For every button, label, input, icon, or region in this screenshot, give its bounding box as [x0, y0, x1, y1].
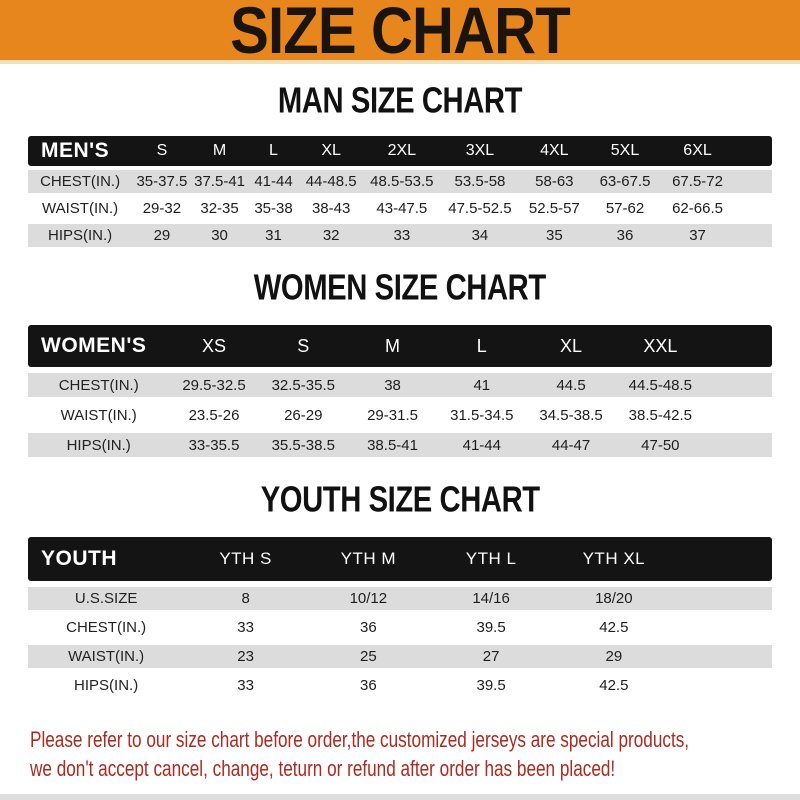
size-value-cell: 36	[616, 227, 634, 245]
womens-size-column-2: M	[348, 325, 437, 367]
mens-size-column-5: 3XL	[441, 136, 519, 166]
size-value-cell: 44-47	[551, 436, 591, 454]
mens-row-0	[28, 170, 772, 193]
mens-size-column-4: 2XL	[363, 136, 441, 166]
size-value-cell: 32.5-35.5	[271, 376, 335, 394]
size-value-cell: 18/20	[595, 590, 633, 608]
size-value-cell: 58-63	[535, 173, 574, 191]
youth-row-3	[28, 674, 772, 697]
row-label: WAIST(IN.)	[42, 200, 119, 218]
womens-size-column-5: XXL	[616, 325, 705, 367]
mens-size-column-7: 5XL	[590, 136, 661, 166]
youth-heading: YOUTH SIZE CHART	[260, 480, 540, 521]
size-value-cell: 34.5-38.5	[539, 406, 603, 424]
row-filler	[705, 373, 772, 397]
disclaimer-line-1: Please refer to our size chart before order,the customized jerseys are special products,	[30, 727, 690, 753]
size-value-cell: 42.5	[599, 619, 629, 637]
size-value-cell: 37.5-41	[194, 173, 245, 191]
mens-header-row	[28, 136, 772, 166]
size-charts	[0, 82, 800, 703]
size-value-cell: 47.5-52.5	[448, 200, 512, 218]
womens-size-column-3: L	[437, 325, 526, 367]
womens-size-column-0: XS	[169, 325, 258, 367]
bottom-strip	[0, 794, 800, 800]
size-value-cell: 63-67.5	[599, 173, 651, 191]
youth-header-row	[28, 537, 772, 581]
size-value-cell: 29-32	[142, 200, 182, 218]
size-value-cell: 36	[360, 677, 377, 695]
mens-size-column-0: S	[132, 136, 192, 166]
womens-header-row	[28, 325, 772, 367]
row-label: HIPS(IN.)	[47, 227, 113, 245]
size-value-cell: 35.5-38.5	[271, 436, 335, 454]
womens-size-column-1: S	[259, 325, 348, 367]
size-value-cell: 32-35	[200, 200, 239, 218]
size-value-cell: 43-47.5	[376, 200, 428, 218]
youth-size-column-2: YTH L	[430, 537, 553, 581]
mens-size-column-1: M	[192, 136, 248, 166]
size-value-cell: 23.5-26	[188, 406, 240, 424]
size-value-cell: 27	[482, 648, 500, 666]
mens-size-column-2: L	[247, 136, 299, 166]
mens-heading: MAN SIZE CHART	[277, 81, 523, 121]
size-value-cell: 38.5-41	[367, 436, 418, 454]
row-filler	[705, 403, 772, 427]
size-value-cell: 38-43	[311, 200, 351, 218]
row-filler	[735, 170, 772, 193]
size-value-cell: 47-50	[641, 436, 680, 454]
size-value-cell: 29	[605, 648, 623, 666]
size-value-cell: 42.5	[599, 677, 629, 695]
mens-row-2	[28, 224, 772, 247]
womens-row-2	[28, 433, 772, 457]
womens-size-table	[28, 319, 772, 463]
mens-row-1	[28, 197, 772, 220]
row-filler	[675, 645, 772, 668]
row-label: WAIST(IN.)	[68, 648, 145, 666]
size-value-cell: 67.5-72	[672, 173, 723, 191]
row-filler	[675, 674, 772, 697]
size-value-cell: 10/12	[349, 590, 388, 608]
size-value-cell: 30	[211, 227, 228, 245]
size-value-cell: 35	[545, 227, 563, 245]
mens-size-table	[28, 132, 772, 251]
youth-size-column-1: YTH M	[307, 537, 430, 581]
size-value-cell: 62-66.5	[672, 200, 723, 218]
row-label: CHEST(IN.)	[58, 376, 139, 394]
womens-heading: WOMEN SIZE CHART	[253, 268, 546, 309]
size-value-cell: 31.5-34.5	[450, 406, 514, 424]
mens-size-column-8: 6XL	[660, 136, 734, 166]
size-value-cell: 26-29	[284, 406, 323, 424]
size-value-cell: 29.5-32.5	[182, 376, 246, 394]
row-filler	[735, 197, 772, 220]
row-filler	[675, 616, 772, 639]
mens-header-filler	[735, 136, 772, 166]
youth-row-0	[28, 587, 772, 610]
mens-size-column-3: XL	[300, 136, 363, 166]
size-value-cell: 35-37.5	[136, 173, 188, 191]
size-value-cell: 44.5-48.5	[628, 376, 693, 394]
size-value-cell: 33	[393, 227, 411, 245]
mens-size-column-6: 4XL	[519, 136, 590, 166]
size-value-cell: 39.5	[476, 619, 506, 637]
row-label: WAIST(IN.)	[60, 406, 137, 424]
size-value-cell: 38	[384, 376, 401, 394]
size-value-cell: 33	[237, 677, 254, 695]
size-value-cell: 37	[689, 227, 706, 245]
womens-size-column-4: XL	[526, 325, 615, 367]
youth-header-filler	[675, 537, 772, 581]
womens-header-label: WOMEN'S	[28, 325, 169, 367]
size-value-cell: 41-44	[254, 173, 293, 191]
size-value-cell: 52.5-57	[528, 200, 580, 218]
youth-row-2	[28, 645, 772, 668]
youth-size-table	[28, 531, 772, 703]
banner-title: SIZE CHART	[230, 0, 570, 67]
row-filler	[705, 433, 772, 457]
size-value-cell: 33-35.5	[188, 436, 240, 454]
size-value-cell: 35-38	[254, 200, 293, 218]
disclaimer-line-2: we don't accept cancel, change, teturn or refund after order has been placed!	[30, 756, 616, 782]
row-label: CHEST(IN.)	[40, 173, 121, 191]
size-value-cell: 44.5	[556, 376, 586, 394]
size-value-cell: 31	[265, 227, 282, 245]
womens-row-1	[28, 403, 772, 427]
disclaimer	[30, 725, 800, 783]
row-label: CHEST(IN.)	[66, 619, 147, 637]
size-value-cell: 32	[322, 227, 340, 245]
row-filler	[735, 224, 772, 247]
youth-size-column-0: YTH S	[184, 537, 307, 581]
size-value-cell: 29	[153, 227, 171, 245]
size-value-cell: 57-62	[605, 200, 645, 218]
youth-size-column-3: YTH XL	[552, 537, 675, 581]
size-value-cell: 48.5-53.5	[370, 173, 434, 191]
row-label: U.S.SIZE	[74, 590, 138, 608]
row-filler	[675, 587, 772, 610]
size-value-cell: 53.5-58	[454, 173, 506, 191]
youth-header-label: YOUTH	[28, 537, 184, 581]
size-value-cell: 34	[471, 227, 489, 245]
size-value-cell: 44-48.5	[305, 173, 357, 191]
size-value-cell: 23	[237, 648, 254, 666]
size-value-cell: 29-31.5	[367, 406, 418, 424]
row-label: HIPS(IN.)	[74, 677, 139, 695]
size-value-cell: 36	[360, 619, 377, 637]
size-value-cell: 41	[473, 376, 491, 394]
size-value-cell: 41-44	[462, 436, 501, 454]
youth-row-1	[28, 616, 772, 639]
row-label: HIPS(IN.)	[66, 436, 131, 454]
size-value-cell: 39.5	[476, 677, 506, 695]
size-value-cell: 8	[241, 590, 250, 608]
size-value-cell: 14/16	[472, 590, 510, 608]
womens-header-filler	[705, 325, 772, 367]
size-value-cell: 33	[237, 619, 254, 637]
mens-header-label: MEN'S	[28, 136, 132, 166]
size-value-cell: 38.5-42.5	[628, 406, 693, 424]
womens-row-0	[28, 373, 772, 397]
size-value-cell: 25	[360, 648, 377, 666]
banner	[0, 0, 800, 67]
